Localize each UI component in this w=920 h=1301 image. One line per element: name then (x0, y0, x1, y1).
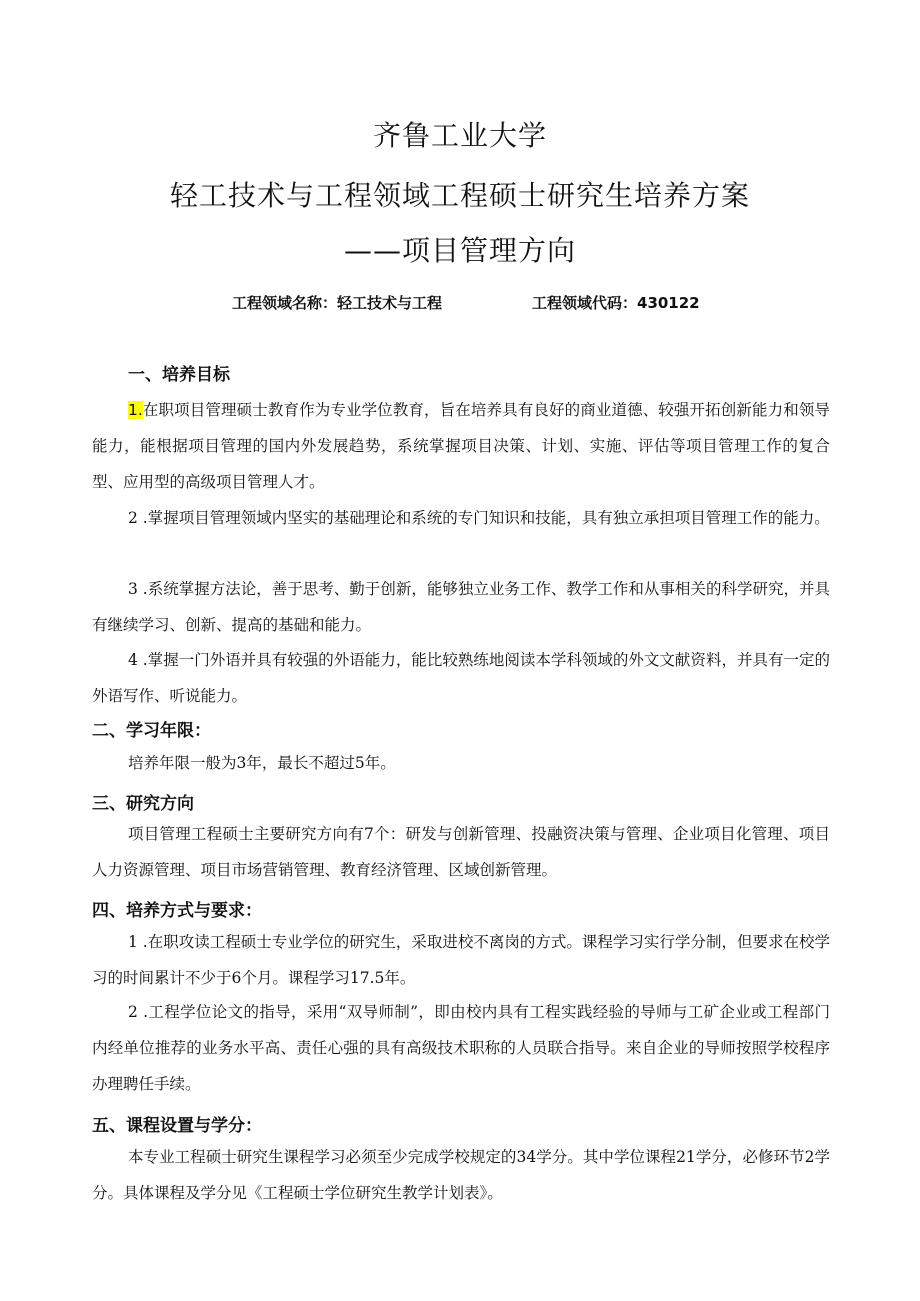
section-heading-duration: 二、学习年限： (92, 721, 211, 741)
research-paragraph: 项目管理工程硕士主要研究方向有7个：研发与创新管理、投融资决策与管理、企业项目化管理、项目人力资源管理、项目市场营销管理、教育经济管理、区域创新管理。 (92, 825, 830, 879)
section-heading-courses: 五、课程设置与学分： (92, 1116, 262, 1136)
goal-paragraph-3: 3 .系统掌握方法论，善于思考、勤于创新，能够独立业务工作、教学工作和从事相关的科学研究，并具有继续学习、创新、提高的基础和能力。 (92, 580, 830, 634)
training-paragraph-2: 2 .工程学位论文的指导，采用“双导师制”，即由校内具有工程实践经验的导师与工矿企业或工程部门内经单位推荐的业务水平高、责任心强的具有高级技术职称的人员联合指导。来自企业的导师按照学校程序办理聘任手续。 (92, 1003, 830, 1093)
plan-title: 轻工技术与工程领域工程硕士研究生培养方案 (169, 179, 750, 212)
university-title: 齐鲁工业大学 (372, 119, 547, 152)
goal-paragraph-1 (92, 392, 830, 500)
training-paragraph-1: 1 .在职攻读工程硕士专业学位的研究生，采取进校不离岗的方式。课程学习实行学分制，但要求在校学习的时间累计不少于6个月。课程学习17.5年。 (92, 933, 830, 987)
section-heading-goals: 一、培养目标 (128, 365, 230, 385)
direction-title: ——项目管理方向 (343, 234, 576, 267)
field-name: 工程领域名称：轻工技术与工程 (232, 294, 443, 312)
courses-paragraph: 本专业工程硕士研究生课程学习必须至少完成学校规定的34学分。其中学位课程21学分，必修环节2学分。具体课程及学分见《工程硕士学位研究生教学计划表》。 (92, 1148, 830, 1202)
goal-paragraph-4: 4 .掌握一门外语并具有较强的外语能力，能比较熟练地阅读本学科领域的外文文献资料，并具有一定的外语写作、听说能力。 (92, 651, 830, 705)
duration-paragraph: 培养年限一般为3年，最长不超过5年。 (128, 754, 396, 772)
section-heading-training: 四、培养方式与要求： (92, 901, 262, 921)
goal-1-text: 在职项目管理硕士教育作为专业学位教育，旨在培养具有良好的商业道德、较强开拓创新能力和领导能力，能根据项目管理的国内外发展趋势，系统掌握项目决策、计划、实施、评估等项目管理工作的复合型、应用型的高级项目管理人才。 (92, 401, 830, 491)
field-code: 工程领域代码：430122 (532, 294, 700, 312)
goal-1-number: 1. (128, 401, 143, 419)
goal-paragraph-2: 2 .掌握项目管理领域内坚实的基础理论和系统的专门知识和技能，具有独立承担项目管理工作的能力。 (128, 509, 830, 527)
section-heading-research: 三、研究方向 (92, 794, 194, 814)
